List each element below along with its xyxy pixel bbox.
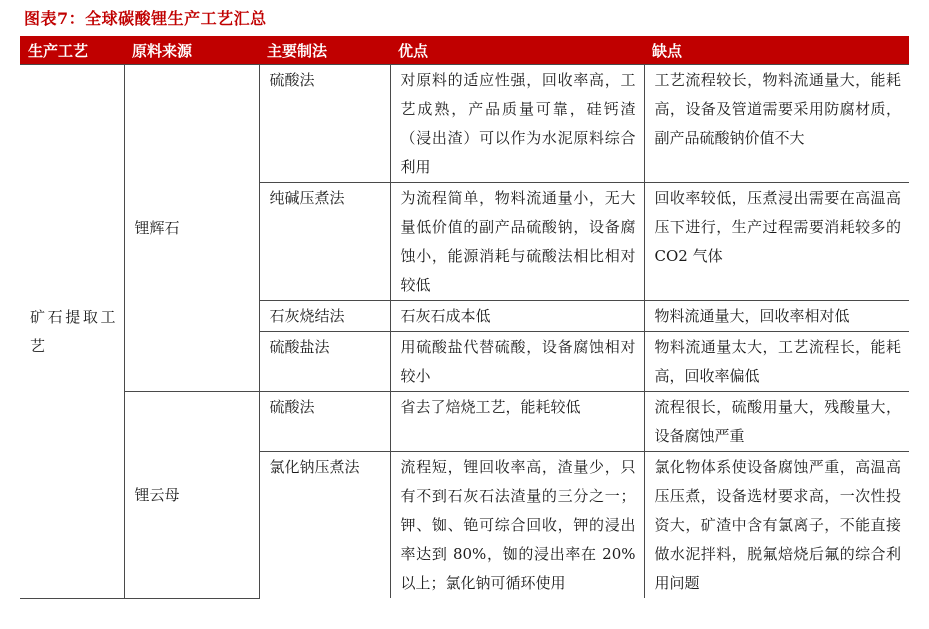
cons-cell: 流程很长，硫酸用量大，残酸量大，设备腐蚀严重: [644, 392, 909, 452]
method-cell: 硫酸法: [259, 65, 390, 183]
header-cons: 缺点: [644, 36, 909, 65]
process-group-cell: 矿石提取工艺: [20, 65, 124, 599]
figure-title: 图表7：全球碳酸锂生产工艺汇总: [24, 9, 267, 28]
process-summary-table: [20, 36, 909, 599]
header-source: 原料来源: [124, 36, 259, 65]
pros-cell: 为流程简单，物料流通量小，无大量低价值的副产品硫酸钠，设备腐蚀小，能源消耗与硫酸法相比相对较低: [390, 183, 644, 301]
cons-cell: 工艺流程较长，物料流通量大，能耗高，设备及管道需要采用防腐材质，副产品硫酸钠价值不大: [644, 65, 909, 183]
method-cell: 硫酸盐法: [259, 332, 390, 392]
method-cell: 纯碱压煮法: [259, 183, 390, 301]
cons-cell: 回收率较低，压煮浸出需要在高温高压下进行，生产过程需要消耗较多的 CO2 气体: [644, 183, 909, 301]
pros-cell: 用硫酸盐代替硫酸，设备腐蚀相对较小: [390, 332, 644, 392]
method-cell: 硫酸法: [259, 392, 390, 452]
cons-cell: 物料流通量大，回收率相对低: [644, 301, 909, 332]
table-row: [20, 65, 909, 183]
pros-cell: 对原料的适应性强，回收率高，工艺成熟，产品质量可靠，硅钙渣（浸出渣）可以作为水泥原料综合利用: [390, 65, 644, 183]
table-row: [20, 392, 909, 452]
header-method: 主要制法: [259, 36, 390, 65]
header-process: 生产工艺: [20, 36, 124, 65]
method-cell: 氯化钠压煮法: [259, 452, 390, 599]
cons-cell: 氯化物体系使设备腐蚀严重，高温高压压煮，设备选材要求高，一次性投资大，矿渣中含有氯离子，不能直接做水泥拌料，脱氟焙烧后氟的综合利用问题: [644, 452, 909, 599]
pros-cell: 流程短，锂回收率高，渣量少，只有不到石灰石法渣量的三分之一；钾、铷、铯可综合回收，钾的浸出率达到 80%，铷的浸出率在 20% 以上；氯化钠可循环使用: [390, 452, 644, 599]
pros-cell: 石灰石成本低: [390, 301, 644, 332]
header-pros: 优点: [390, 36, 644, 65]
cons-cell: 物料流通量太大，工艺流程长，能耗高，回收率偏低: [644, 332, 909, 392]
pros-cell: 省去了焙烧工艺，能耗较低: [390, 392, 644, 452]
source-cell-spodumene: 锂辉石: [124, 65, 259, 392]
method-cell: 石灰烧结法: [259, 301, 390, 332]
table-header-row: [20, 36, 909, 65]
source-cell-lepidolite: 锂云母: [124, 392, 259, 599]
